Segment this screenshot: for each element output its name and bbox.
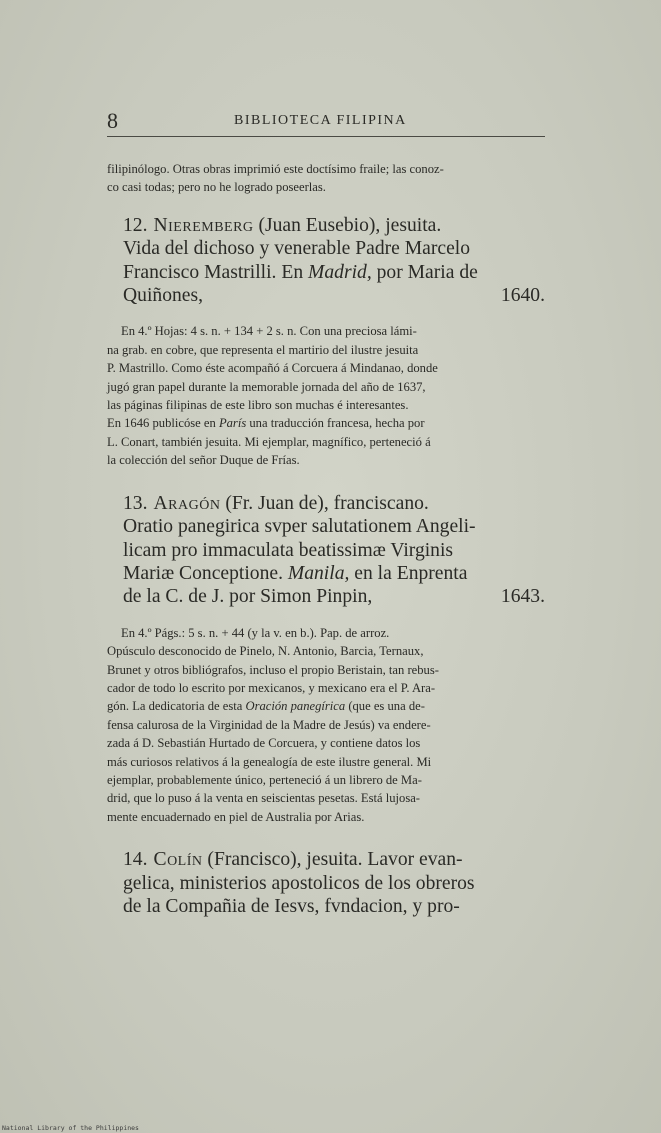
note-line: una traducción francesa, hecha por	[246, 416, 425, 431]
note-line: na grab. en cobre, que representa el martirio del ilustre jesuita	[107, 342, 419, 357]
entry-place: Manila,	[287, 562, 350, 584]
entry-year: 1640.	[500, 285, 545, 307]
note-line: En 4.º Hojas: 4 s. n. + 134 + 2 s. n. Con una preciosa lámi-	[121, 324, 417, 339]
entry-heading-text: Oratio panegirica svper salutationem Angeli-	[123, 516, 476, 538]
running-title: BIBLIOTECA FILIPINA	[234, 113, 407, 128]
entry-14-heading	[107, 848, 545, 918]
entry-heading-text: por Maria de	[371, 261, 478, 283]
entry-author: Colín	[153, 849, 203, 871]
note-line: más curiosos relativos á la genealogía de este ilustre general. Mi	[107, 754, 432, 769]
page-content	[107, 160, 545, 918]
note-line: ejemplar, probablemente único, perteneció á un librero de Ma-	[107, 772, 422, 787]
entry-12-heading	[107, 214, 545, 308]
entry-author: Aragón	[153, 492, 221, 514]
note-line: Brunet y otros bibliógrafos, incluso el propio Beristain, tan rebus-	[107, 662, 439, 677]
note-line: las páginas filipinas de este libro son muchas é interesantes.	[107, 398, 409, 413]
entry-13-note	[107, 624, 545, 826]
entry-heading-text: gelica, ministerios apostolicos de los obreros	[123, 872, 475, 894]
note-line: drid, que lo puso á la venta en seiscientas pesetas. Está lujosa-	[107, 791, 421, 806]
note-line: En 4.º Págs.: 5 s. n. + 44 (y la v. en b.). Pap. de arroz.	[121, 625, 390, 640]
entry-place: Madrid,	[308, 261, 372, 283]
note-italic: Oración panegírica	[245, 699, 346, 714]
entry-number: 14.	[123, 849, 148, 871]
note-line: (que es una de-	[345, 699, 425, 714]
entry-12-note	[107, 322, 545, 469]
entry-number: 12.	[123, 214, 148, 236]
entry-heading-text: Mariæ Conceptione.	[123, 562, 288, 584]
note-italic: París	[218, 416, 247, 431]
note-line: jugó gran papel durante la memorable jornada del año de 1637,	[107, 379, 426, 394]
entry-heading-text: Vida del dichoso y venerable Padre Marcelo	[123, 238, 471, 260]
note-line: En 1646 publicóse en	[107, 416, 219, 431]
header-rule	[107, 136, 545, 137]
note-line: L. Conart, también jesuita. Mi ejemplar, magnífico, perteneció á	[107, 434, 431, 449]
entry-heading-text: (Fr. Juan de), franciscano.	[220, 492, 429, 514]
page-number: 8	[107, 108, 118, 133]
entry-author: Nieremberg	[153, 214, 254, 236]
note-line: fensa calurosa de la Virginidad de la Madre de Jesús) va endere-	[107, 717, 431, 732]
note-line: P. Mastrillo. Como éste acompañó á Corcuera á Mindanao, donde	[107, 361, 438, 376]
note-line: zada á D. Sebastián Hurtado de Corcuera, y contiene datos los	[107, 736, 421, 751]
note-line: cador de todo lo escrito por mexicanos, y mexicano era el P. Ara-	[107, 680, 436, 695]
entry-heading-text: en la Enprenta	[349, 562, 468, 584]
entry-heading-text: Quiñones,	[123, 285, 204, 307]
entry-13-heading	[107, 492, 545, 609]
note-line: mente encuadernado en piel de Australia por Arias.	[107, 809, 365, 824]
entry-heading-text: de la Compañia de Iesvs, fvndacion, y pro-	[123, 896, 460, 917]
entry-year: 1643.	[500, 586, 545, 608]
entry-heading-text: Francisco Mastrilli. En	[123, 261, 309, 283]
note-line: Opúsculo desconocido de Pinelo, N. Antonio, Barcia, Ternaux,	[107, 644, 424, 659]
intro-line: co casi todas; pero no he logrado poseerlas.	[107, 180, 326, 195]
library-credit: National Library of the Philippines	[2, 1124, 139, 1132]
entry-heading-text: (Juan Eusebio), jesuita.	[253, 214, 442, 236]
entry-heading-text: licam pro immaculata beatissimæ Virginis	[123, 539, 454, 561]
note-line: la colección del señor Duque de Frías.	[107, 453, 300, 468]
intro-paragraph	[107, 160, 545, 197]
entry-heading-text: (Francisco), jesuita. Lavor evan-	[202, 849, 463, 871]
page-header	[107, 108, 545, 134]
entry-number: 13.	[123, 492, 148, 514]
entry-heading-text: de la C. de J. por Simon Pinpin,	[123, 586, 373, 608]
intro-line: filipinólogo. Otras obras imprimió este doctísimo fraile; las conoz-	[107, 162, 444, 176]
note-line: gón. La dedicatoria de esta	[107, 699, 246, 714]
